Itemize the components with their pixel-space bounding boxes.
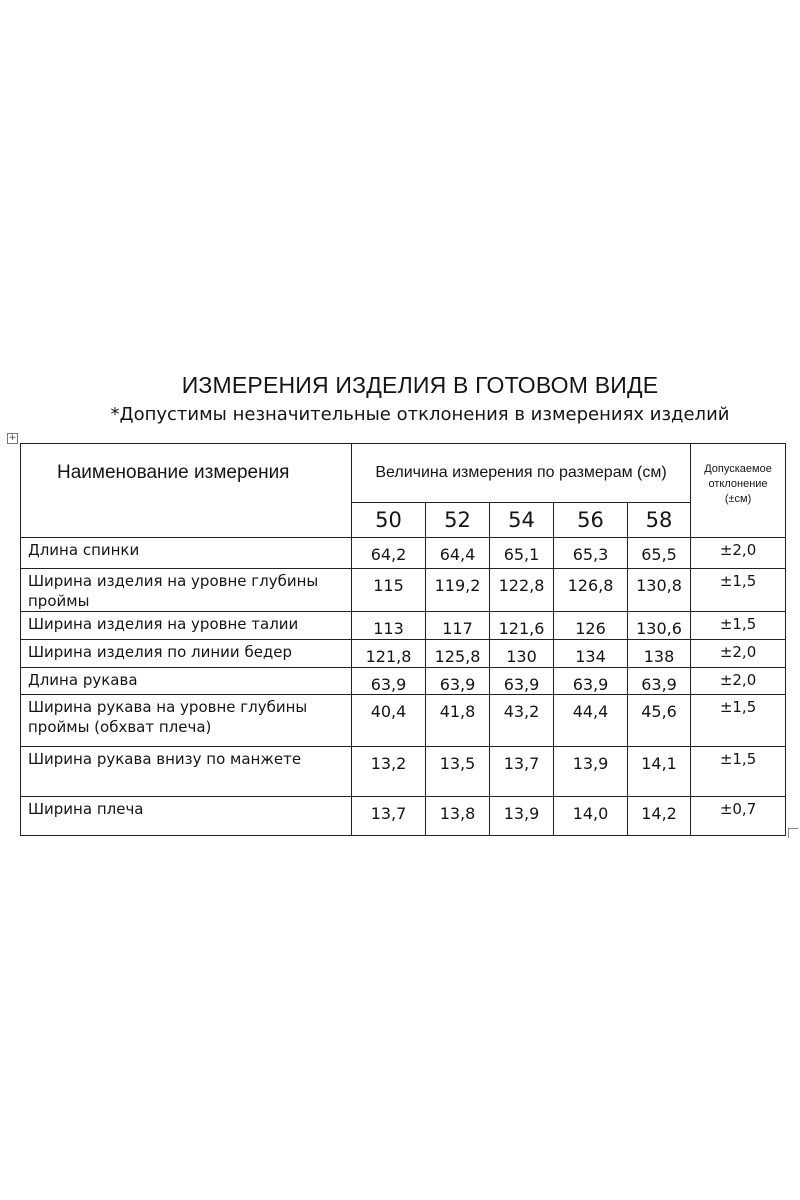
table-row [21,747,786,797]
measurement-value: 134 [554,640,628,668]
measurement-tolerance: ±1,5 [691,695,786,747]
measurement-name: Ширина изделия по линии бедер [21,640,352,668]
measurement-value: 44,4 [554,695,628,747]
measurement-value: 63,9 [490,668,554,695]
table-header-row [21,444,786,503]
header-deviation-line: Допускаемое [704,463,772,475]
measurement-value: 14,0 [554,797,628,836]
measurement-value: 14,1 [628,747,691,797]
measurement-value: 126 [554,612,628,640]
measurement-value: 13,8 [426,797,490,836]
measurement-name: Длина спинки [21,538,352,569]
measurement-value: 40,4 [352,695,426,747]
measurement-value: 65,5 [628,538,691,569]
measurement-value: 45,6 [628,695,691,747]
table-row [21,668,786,695]
page-subtitle: *Допустимы незначительные отклонения в измерениях изделий [110,404,730,425]
measurement-value: 113 [352,612,426,640]
table-row [21,612,786,640]
measurement-value: 63,9 [554,668,628,695]
measurement-tolerance: ±0,7 [691,797,786,836]
size-column-header: 56 [554,503,628,538]
measurement-value: 121,6 [490,612,554,640]
measurement-value: 121,8 [352,640,426,668]
measurement-value: 119,2 [426,569,490,612]
measurement-name: Ширина изделия на уровне талии [21,612,352,640]
header-size-values: Величина измерения по размерам (см) [352,444,691,503]
header-deviation-line: (±см) [724,493,752,505]
header-deviation [691,444,786,538]
measurement-value: 138 [628,640,691,668]
page-title: ИЗМЕРЕНИЯ ИЗДЕЛИЯ В ГОТОВОМ ВИДЕ [181,372,659,398]
size-column-header: 54 [490,503,554,538]
table-row [21,538,786,569]
measurement-value: 125,8 [426,640,490,668]
measurement-tolerance: ±1,5 [691,612,786,640]
table-row [21,640,786,668]
measurement-tolerance: ±1,5 [691,569,786,612]
measurement-value: 13,5 [426,747,490,797]
measurement-value: 122,8 [490,569,554,612]
measurement-value: 65,3 [554,538,628,569]
size-column-header: 58 [628,503,691,538]
measurement-tolerance: ±2,0 [691,538,786,569]
measurement-value: 130 [490,640,554,668]
measurement-value: 130,6 [628,612,691,640]
measurement-name: Ширина изделия на уровне глубины проймы [21,569,352,612]
measurement-value: 130,8 [628,569,691,612]
measurement-name: Длина рукава [21,668,352,695]
header-measurement-name: Наименование измерения [21,444,352,538]
measurement-value: 115 [352,569,426,612]
measurement-tolerance: ±2,0 [691,640,786,668]
measurement-value: 13,2 [352,747,426,797]
table-row [21,695,786,747]
measurement-value: 63,9 [628,668,691,695]
measurements-table [20,443,786,836]
table-row [21,569,786,612]
measurement-value: 64,4 [426,538,490,569]
measurement-value: 63,9 [352,668,426,695]
measurement-value: 13,9 [554,747,628,797]
measurement-value: 41,8 [426,695,490,747]
measurement-value: 65,1 [490,538,554,569]
measurement-value: 117 [426,612,490,640]
measurement-name: Ширина плеча [21,797,352,836]
measurement-name: Ширина рукава внизу по манжете [21,747,352,797]
measurement-tolerance: ±2,0 [691,668,786,695]
table-move-handle-icon[interactable]: + [8,433,17,443]
size-column-header: 52 [426,503,490,538]
measurement-value: 63,9 [426,668,490,695]
table-row [21,797,786,836]
table-resize-handle-icon[interactable] [788,828,798,838]
measurement-tolerance: ±1,5 [691,747,786,797]
measurement-value: 13,7 [490,747,554,797]
measurement-value: 13,9 [490,797,554,836]
measurement-value: 43,2 [490,695,554,747]
size-column-header: 50 [352,503,426,538]
measurement-value: 126,8 [554,569,628,612]
measurement-value: 14,2 [628,797,691,836]
header-deviation-line: отклонение [708,478,768,490]
measurement-name: Ширина рукава на уровне глубины проймы (обхват плеча) [21,695,352,747]
measurement-value: 64,2 [352,538,426,569]
measurement-value: 13,7 [352,797,426,836]
